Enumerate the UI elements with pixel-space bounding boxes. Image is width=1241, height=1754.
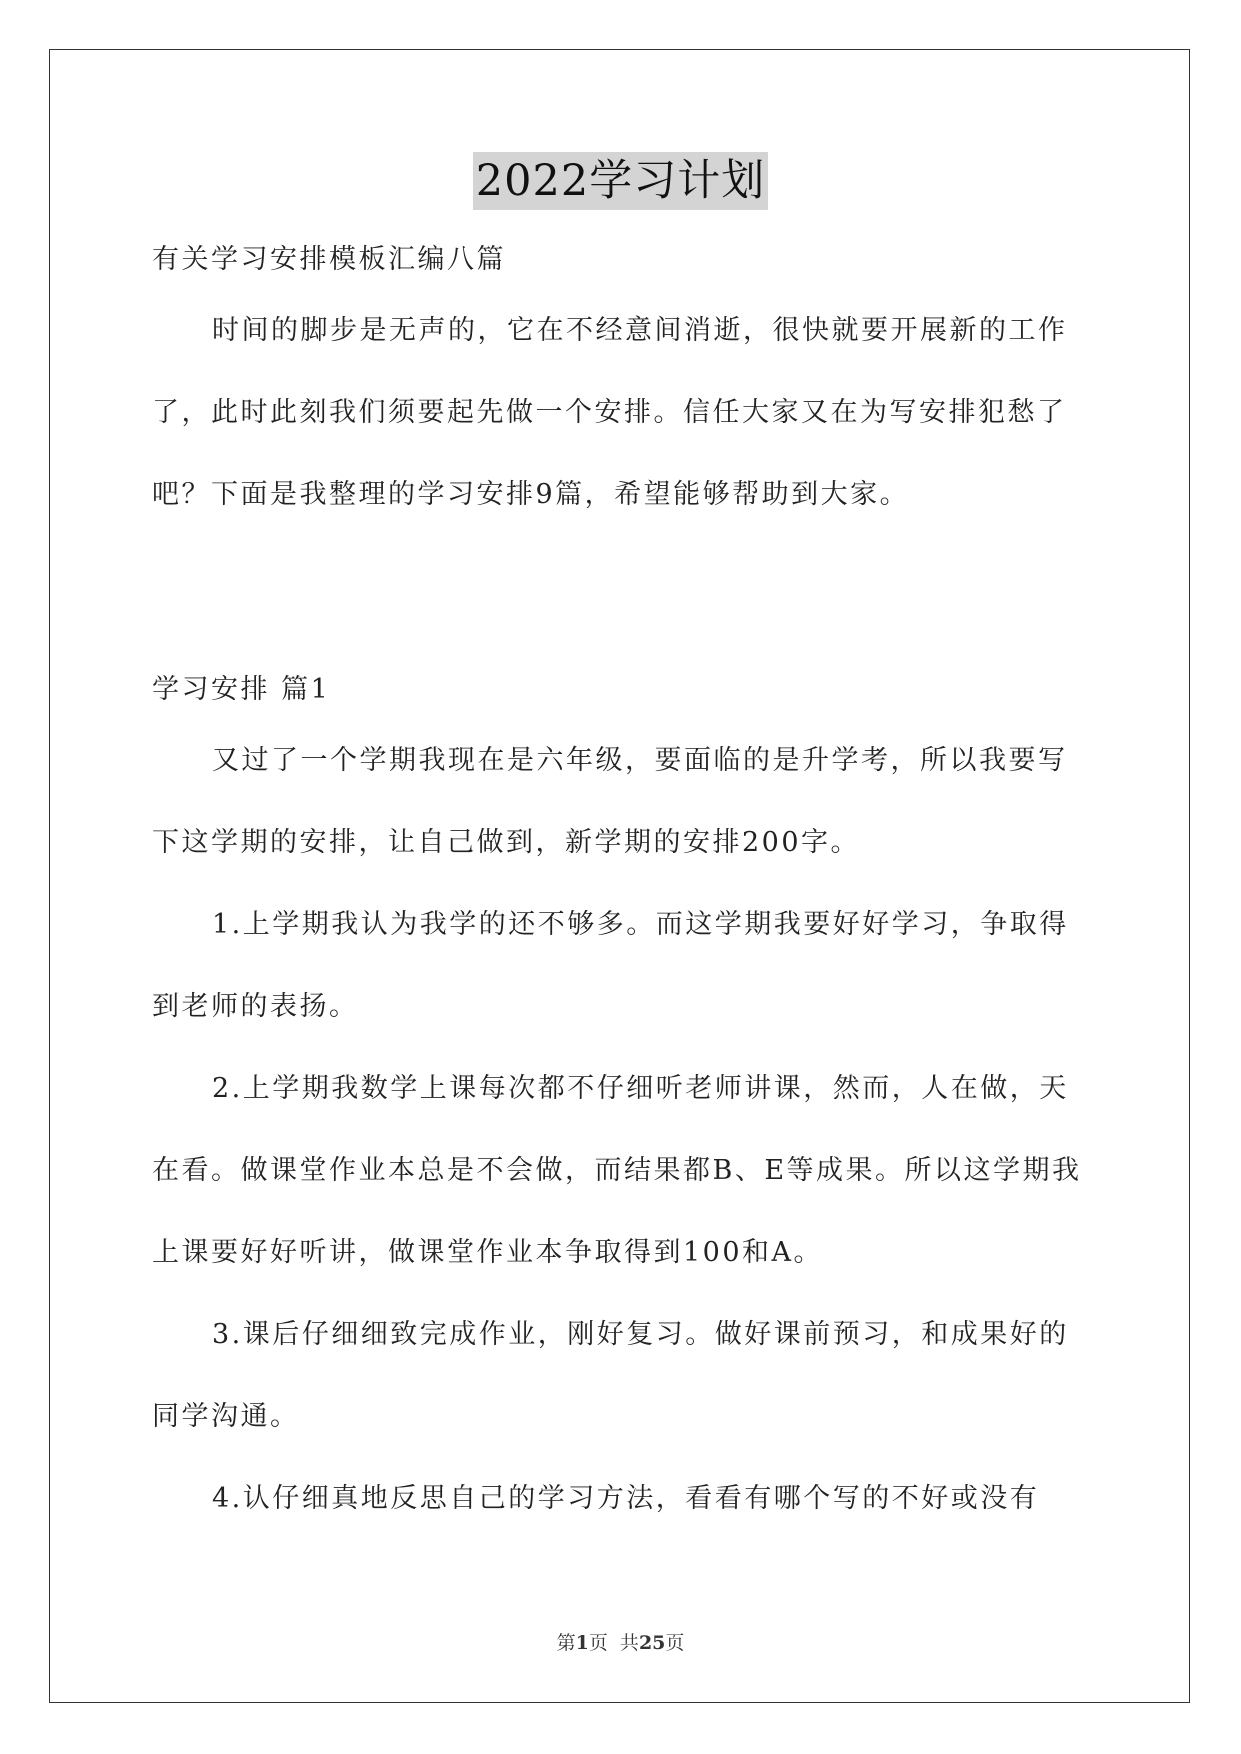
page-footer: [0, 1628, 1241, 1655]
footer-page-number: 1: [575, 1632, 589, 1654]
document-subtitle: 有关学习安排模板汇编八篇: [152, 244, 506, 275]
title-container: [0, 152, 1241, 210]
document-title: 2022学习计划: [473, 152, 768, 210]
paragraph-2: 1.上学期我认为我学的还不够多。而这学期我要好好学习，争取得到老师的表扬。: [152, 909, 1069, 1022]
paragraph-5: 4.认仔细真地反思自己的学习方法，看看有哪个写的不好或没有: [212, 1483, 1040, 1514]
paragraph-3: 2.上学期我数学上课每次都不仔细听老师讲课，然而，人在做，天在看。做课堂作业本总是不会做，而结果都B、E等成果。所以这学期我上课要好好听讲，做课堂作业本争取得到100和A。: [152, 1073, 1082, 1268]
footer-total-pages: 25: [638, 1632, 666, 1654]
footer-page-suffix: 页: [665, 1632, 685, 1654]
intro-paragraph: 时间的脚步是无声的，它在不经意间消逝，很快就要开展新的工作了，此时此刻我们须要起先做一个安排。信任大家又在为写安排犯愁了吧？下面是我整理的学习安排9篇，希望能够帮助到大家。: [152, 315, 1068, 510]
footer-page-prefix: 第: [556, 1632, 576, 1654]
section-heading: 学习安排 篇1: [152, 674, 331, 705]
paragraph-4: 3.课后仔细细致完成作业，刚好复习。做好课前预习，和成果好的同学沟通。: [152, 1319, 1069, 1432]
paragraph-1: 又过了一个学期我现在是六年级，要面临的是升学考，所以我要写下这学期的安排，让自己做到，新学期的安排200字。: [152, 745, 1068, 858]
footer-page-mid: 页 共: [588, 1632, 639, 1654]
